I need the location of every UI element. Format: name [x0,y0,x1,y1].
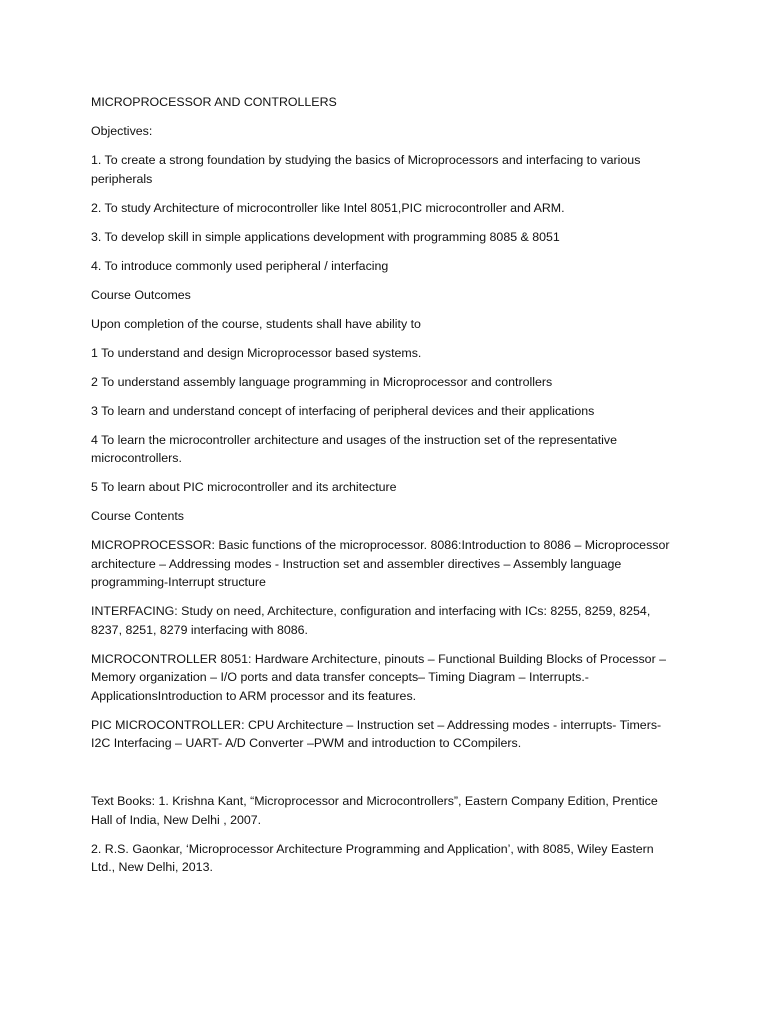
contents-section: PIC MICROCONTROLLER: CPU Architecture – Instruction set – Addressing modes - interrupts- Timers- I2C Interfacing – UART- A/D Converter –PWM and introduction to CCompilers. [91,717,662,750]
outcomes-intro: Upon completion of the course, students shall have ability to [91,316,421,331]
outcome-item: 4 To learn the microcontroller architecture and usages of the instruction set of the representative microcontrollers. [91,432,617,465]
contents-section: INTERFACING: Study on need, Architecture, configuration and interfacing with ICs: 8255, 8259, 8254, 8237, 8251, 8279 interfacing with 8086. [91,604,651,637]
section-spacer [91,763,681,792]
outcomes-heading: Course Outcomes [91,287,191,302]
outcome-item: 5 To learn about PIC microcontroller and its architecture [91,480,397,494]
textbook-item: Text Books: 1. Krishna Kant, “Microprocessor and Microcontrollers”, Eastern Company Edition, Prentice Hall of India, New Delhi , 2007. [91,794,658,827]
objective-item: 2. To study Architecture of microcontroller like Intel 8051,PIC microcontroller and ARM. [91,200,565,215]
objective-item: 1. To create a strong foundation by studying the basics of Microprocessors and interfacing to various peripherals [91,153,641,186]
textbook-item: 2. R.S. Gaonkar, ‘Microprocessor Architecture Programming and Application’, with 8085, Wiley Eastern Ltd., New Delhi, 2013. [91,841,654,874]
contents-heading: Course Contents [91,509,184,523]
objective-item: 3. To develop skill in simple applications development with programming 8085 & 8051 [91,229,560,244]
objectives-heading: Objectives: [91,124,153,138]
contents-section: MICROCONTROLLER 8051: Hardware Architecture, pinouts – Functional Building Blocks of Processor – Memory organization – I/O ports and data transfer concepts– Timing Diagram – Interrupts.- ApplicationsIntroduction to ARM processor and its features. [91,651,667,703]
objective-item: 4. To introduce commonly used peripheral / interfacing [91,258,389,273]
outcome-item: 2 To understand assembly language programming in Microprocessor and controllers [91,374,553,389]
outcome-item: 3 To learn and understand concept of interfacing of peripheral devices and their applications [91,403,595,418]
document-title: MICROPROCESSOR AND CONTROLLERS [91,95,337,109]
outcome-item: 1 To understand and design Microprocessor based systems. [91,345,422,360]
document-page [91,93,681,887]
contents-section: MICROPROCESSOR: Basic functions of the microprocessor. 8086:Introduction to 8086 – Microprocessor architecture – Addressing modes - Instruction set and assembler directives – Assembly language programming-Interrupt structure [91,538,670,589]
